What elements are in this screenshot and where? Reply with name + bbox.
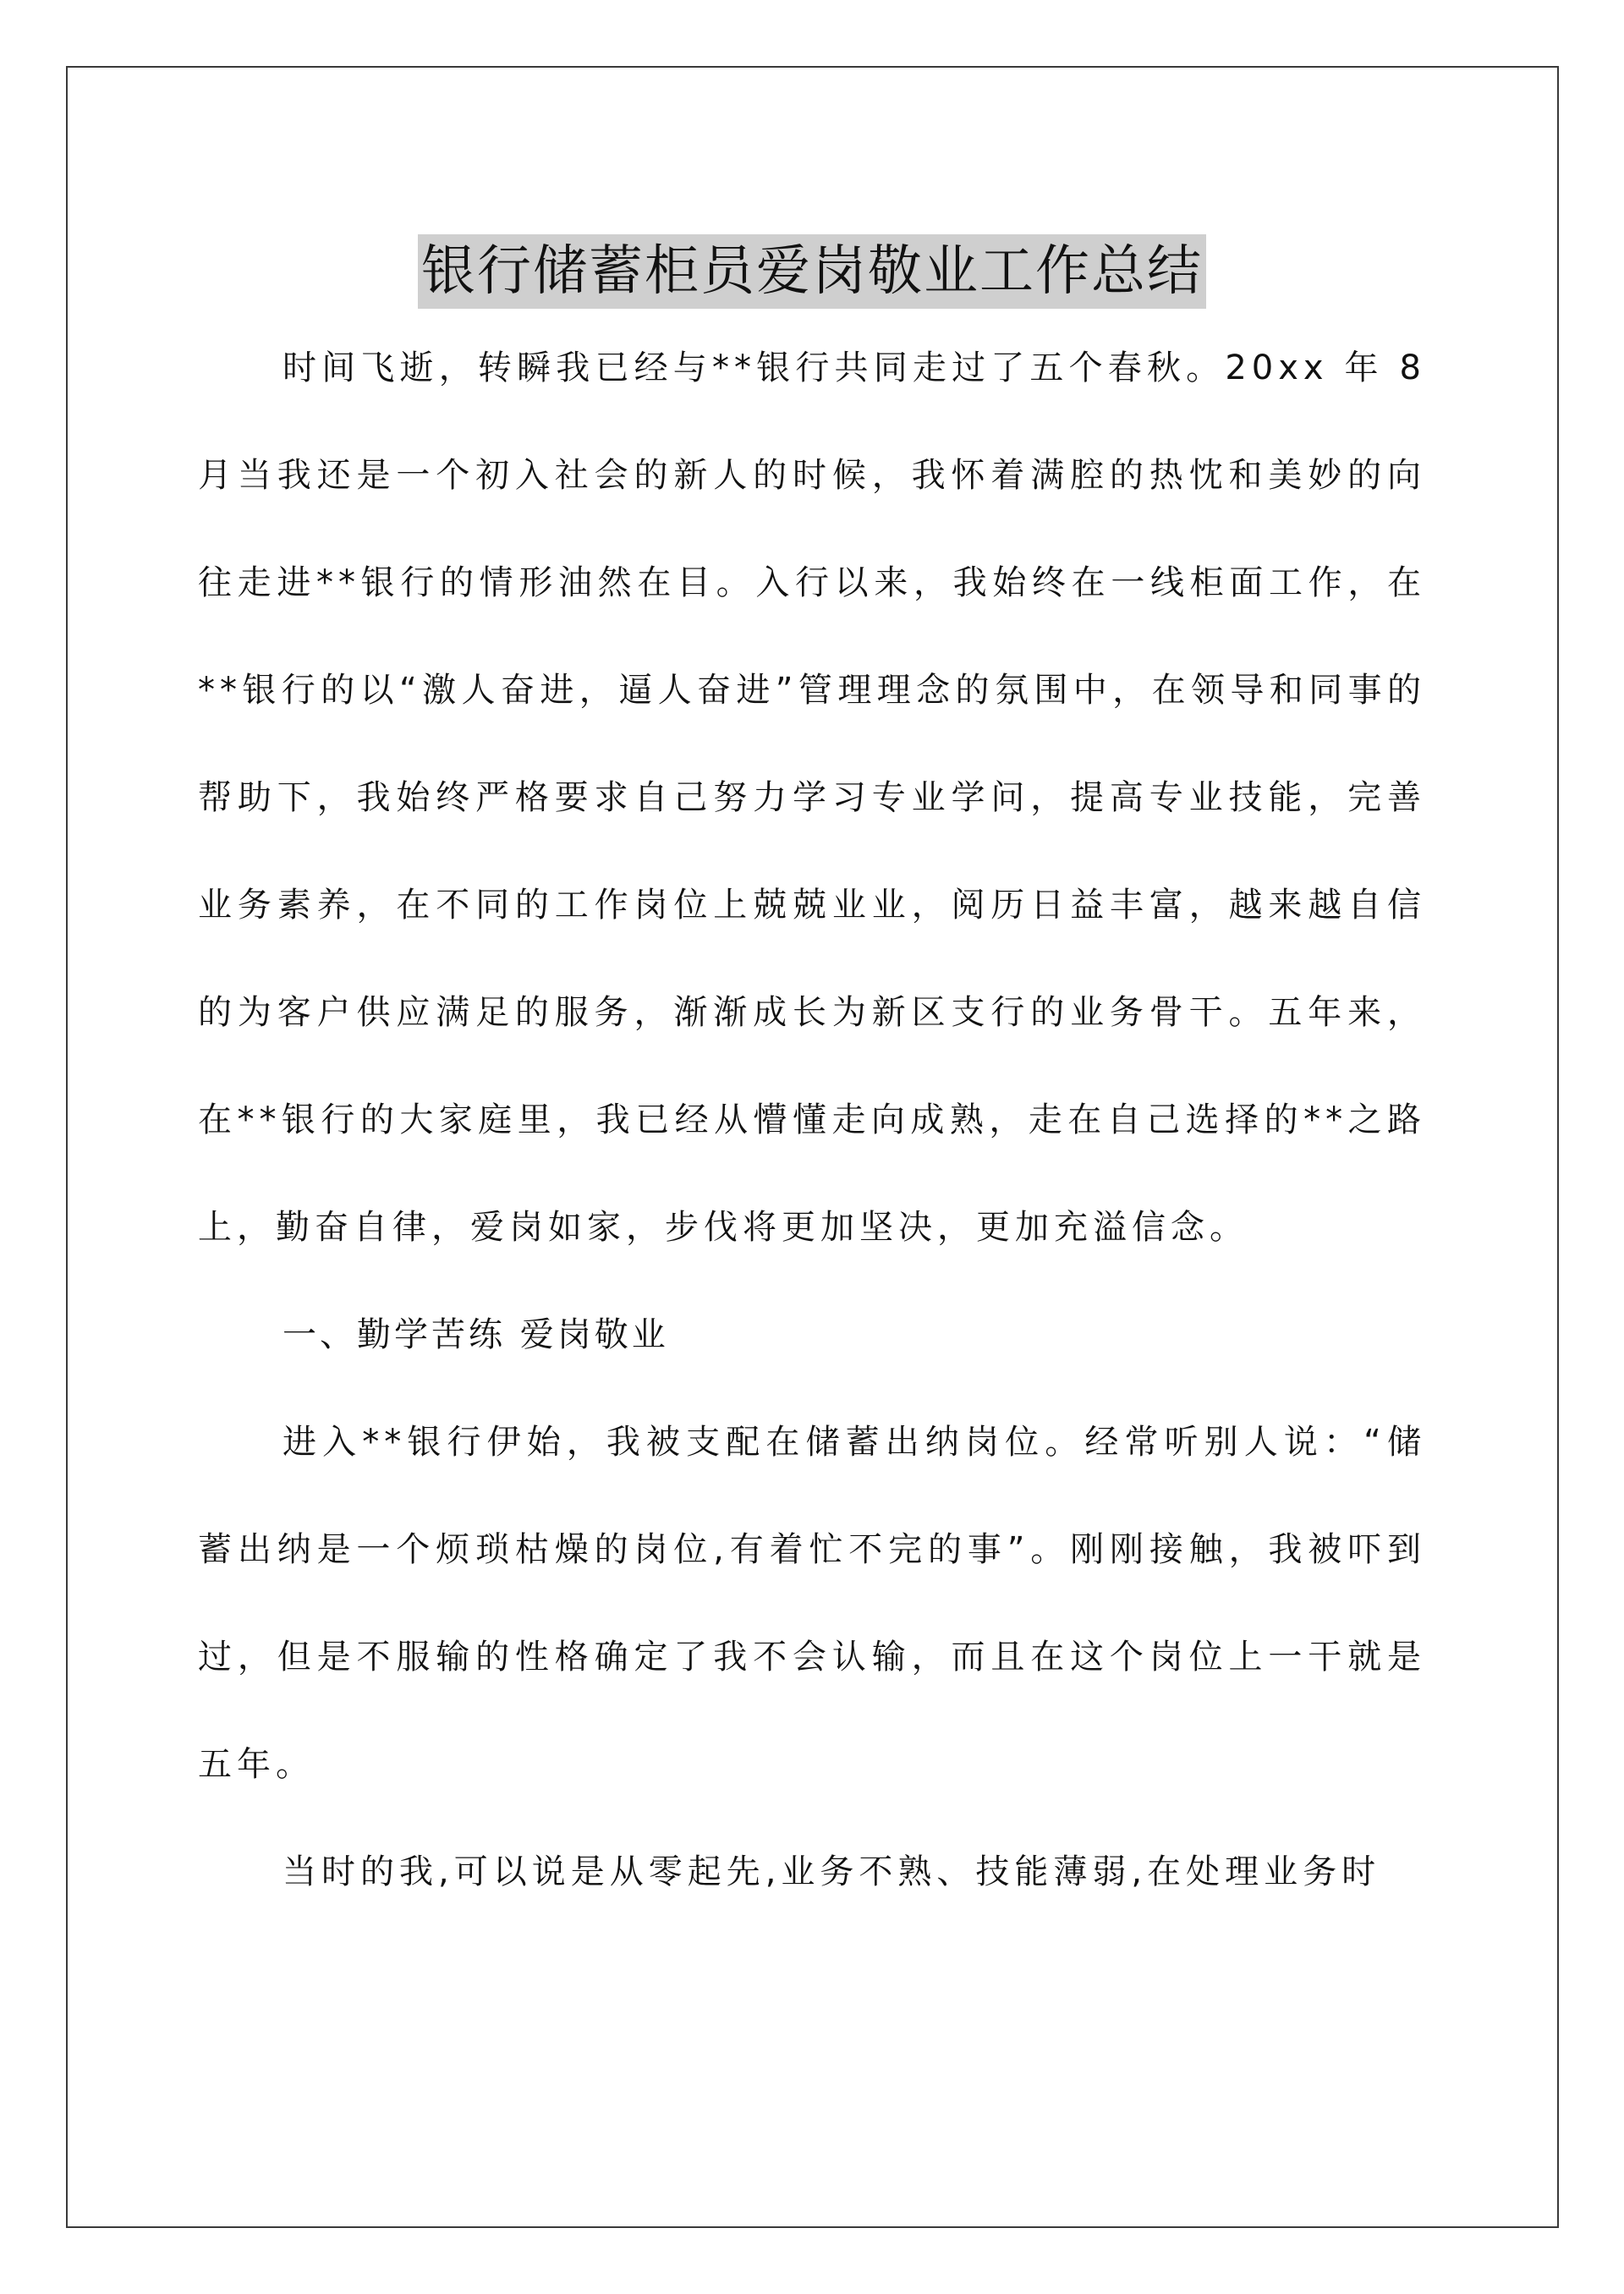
paragraph-start-from-zero: 当时的我,可以说是从零起先,业务不熟、技能薄弱,在处理业务时 (283, 1852, 1381, 1891)
document-body (198, 315, 1426, 1926)
document-title: 银行储蓄柜员爱岗敬业工作总结 (418, 234, 1206, 309)
paragraph-intro: 时间飞逝，转瞬我已经与**银行共同走过了五个春秋。20xx 年 8 月当我还是一个初入社会的新人的时候，我怀着满腔的热忱和美妙的向往走进**银行的情形油然在目。入行以来，我始终在一线柜面工作，在**银行的以“激人奋进，逼人奋进”管理理念的氛围中，在领导和同事的帮助下，我始终严格要求自己努力学习专业学问，提高专业技能，完善业务素养，在不同的工作岗位上兢兢业业，阅历日益丰富，越来越自信的为客户供应满足的服务，渐渐成长为新区支行的业务骨干。五年来，在**银行的大家庭里，我已经从懵懂走向成熟，走在自己选择的**之路上，勤奋自律，爱岗如家，步伐将更加坚决，更加充溢信念。 (198, 348, 1426, 1247)
paragraph-cashier-role: 进入**银行伊始，我被支配在储蓄出纳岗位。经常听别人说：“储蓄出纳是一个烦琐枯燥的岗位,有着忙不完的事”。刚刚接触，我被吓到过，但是不服输的性格确定了我不会认输，而且在这个岗位上一干就是五年。 (198, 1423, 1426, 1784)
section-heading: 一、勤学苦练 爱岗敬业 (283, 1315, 669, 1354)
